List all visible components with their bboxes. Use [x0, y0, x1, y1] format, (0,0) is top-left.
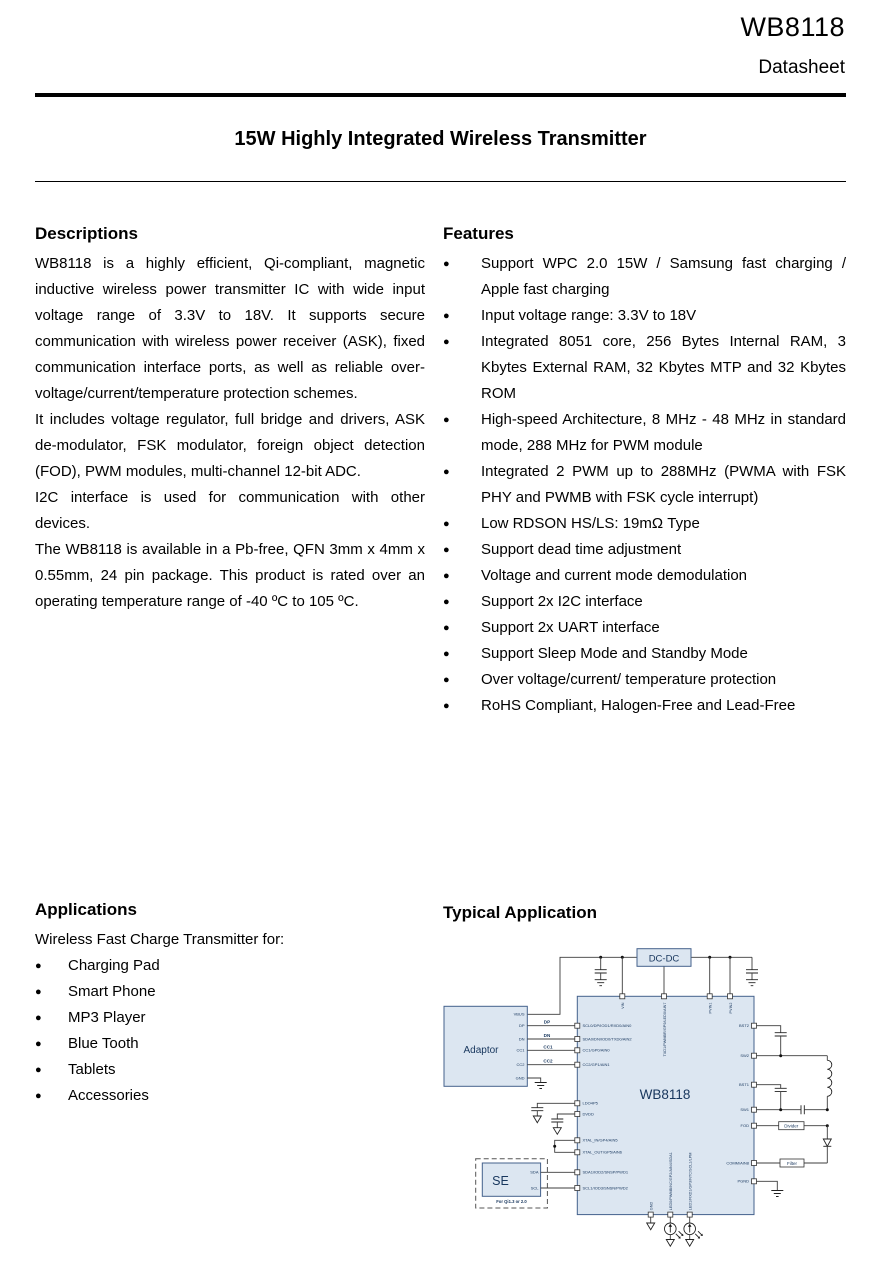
bullet-icon: ● — [443, 414, 450, 426]
bullet-icon: ● — [35, 960, 42, 972]
svg-text:XTAL_IN/GP4/AIN5: XTAL_IN/GP4/AIN5 — [582, 1137, 618, 1143]
svg-text:SW2: SW2 — [740, 1053, 749, 1059]
svg-text:FOD: FOD — [740, 1123, 749, 1129]
page-header — [740, 12, 845, 79]
application-item: ● Blue Tooth — [35, 1031, 425, 1057]
svg-text:COMM/AIN8: COMM/AIN8 — [726, 1160, 749, 1166]
applications-intro: Wireless Fast Charge Transmitter for: — [35, 931, 285, 948]
dcdc-label: DC-DC — [648, 953, 680, 965]
typical-application-diagram — [438, 933, 881, 1284]
svg-text:DP: DP — [518, 1023, 525, 1029]
description-paragraph: WB8118 is a highly efficient, Qi-compliant, magnetic inductive wireless power transmitter IC with wide input voltage range of 3.3V to 18V. It supports secure communication with wireless power receiver (ASK), fixed communication interface ports, as well as reliable over-voltage/current/temperature protection schemes. — [35, 255, 425, 402]
svg-text:GND: GND — [515, 1075, 525, 1081]
feature-item: ● Support WPC 2.0 15W / Samsung fast charging / Apple fast charging — [443, 251, 846, 303]
dvdd-capacitor — [551, 1114, 575, 1134]
description-paragraph: The WB8118 is available in a Pb-free, QFN 3mm x 4mm x 0.55mm, 24 pin package. This product is rated over an operating temperature range of -40 ºC to 105 ºC. — [35, 541, 425, 610]
svg-text:SDA0/DN/IOD0/TXD0/AIN2: SDA0/DN/IOD0/TXD0/AIN2 — [582, 1036, 632, 1042]
bullet-icon: ● — [443, 596, 450, 608]
bullet-icon: ● — [35, 1090, 42, 1102]
svg-text:Filter: Filter — [787, 1160, 797, 1166]
bullet-icon: ● — [35, 1038, 42, 1050]
divider-block — [757, 1122, 829, 1130]
svg-text:XTAL_OUT/GP5/AIN6: XTAL_OUT/GP5/AIN6 — [582, 1149, 622, 1155]
led1-symbol — [684, 1217, 703, 1246]
bullet-icon: ● — [35, 986, 42, 998]
application-item: ● Tablets — [35, 1057, 425, 1083]
se-block — [476, 1159, 575, 1208]
features-section — [443, 224, 846, 719]
doc-type: Datasheet — [758, 57, 845, 78]
svg-text:VBUS: VBUS — [513, 1011, 525, 1017]
feature-item: ● Support 2x UART interface — [443, 615, 846, 641]
svg-text:CC1/GP0/AIN0: CC1/GP0/AIN0 — [582, 1047, 610, 1053]
svg-text:LDO4P5: LDO4P5 — [582, 1100, 598, 1106]
application-item: ● MP3 Player — [35, 1005, 425, 1031]
title-rule — [35, 181, 846, 182]
bullet-icon: ● — [443, 674, 450, 686]
feature-item: ● Integrated 8051 core, 256 Bytes Internal RAM, 3 Kbytes External RAM, 32 Kbytes MTP and 32 Kbytes ROM — [443, 329, 846, 407]
diode-symbol — [823, 1126, 831, 1163]
bullet-icon: ● — [443, 518, 450, 530]
svg-text:DN: DN — [543, 1033, 551, 1038]
svg-text:VIN: VIN — [621, 1002, 626, 1009]
bullet-icon: ● — [443, 570, 450, 582]
feature-item: ● Integrated 2 PWM up to 288MHz (PWMA with FSK PHY and PWMB with FSK cycle interrupt) — [443, 459, 846, 511]
se-label: SE — [492, 1174, 509, 1188]
description-paragraph: It includes voltage regulator, full bridge and drivers, ASK de-modulator, FSK modulator, foreign object detection (FOD), PWM modules, multi-channel 12-bit ADC. — [35, 411, 425, 480]
svg-text:PVIN2: PVIN2 — [728, 1002, 733, 1014]
descriptions-heading: Descriptions — [35, 224, 138, 243]
dcdc-block — [637, 949, 691, 967]
bullet-icon: ● — [443, 336, 450, 348]
xtal-wires — [553, 1140, 575, 1152]
svg-text:CC2/GP1/AIN1: CC2/GP1/AIN1 — [582, 1062, 610, 1068]
schematic-svg — [438, 933, 881, 1279]
svg-text:LED1/RXD1/GP3/NTC/SCL1/LPM: LED1/RXD1/GP3/NTC/SCL1/LPM — [688, 1152, 693, 1211]
svg-text:DP: DP — [543, 1019, 551, 1025]
adaptor-label: Adaptor — [463, 1045, 499, 1056]
application-item: ● Smart Phone — [35, 979, 425, 1005]
svg-text:CC2: CC2 — [543, 1058, 553, 1064]
feature-item: ● Support Sleep Mode and Standby Mode — [443, 641, 846, 667]
chip-label: WB8118 — [639, 1087, 691, 1102]
main-columns — [35, 224, 846, 719]
ldo-capacitor — [531, 1103, 575, 1122]
bullet-icon: ● — [443, 622, 450, 634]
typical-application-heading: Typical Application — [443, 903, 597, 922]
sw2-wire — [757, 1054, 828, 1057]
svg-text:LED0/PWMB/NC/GP2/AIN4/SDA1: LED0/PWMB/NC/GP2/AIN4/SDA1 — [668, 1152, 673, 1211]
tx-coil — [827, 1056, 832, 1110]
applications-section — [35, 900, 425, 1109]
svg-text:PVIN1: PVIN1 — [708, 1002, 713, 1014]
page-title: 15W Highly Integrated Wireless Transmitter — [234, 128, 647, 150]
svg-text:Divider: Divider — [784, 1123, 799, 1129]
feature-item: ● Over voltage/current/ temperature protection — [443, 667, 846, 693]
product-name: WB8118 — [740, 12, 845, 42]
bst2-capacitor — [757, 1026, 787, 1056]
feature-item: ● Support dead time adjustment — [443, 537, 846, 563]
svg-text:SDA: SDA — [530, 1169, 539, 1175]
feature-item: ● Low RDSON HS/LS: 19mΩ Type — [443, 511, 846, 537]
feature-item: ● Input voltage range: 3.3V to 18V — [443, 303, 846, 329]
svg-text:DN: DN — [518, 1036, 525, 1042]
svg-text:SCL1/IOD3/SNSN/PWD2: SCL1/IOD3/SNSN/PWD2 — [582, 1185, 628, 1191]
applications-heading: Applications — [35, 900, 138, 919]
capacitor-symbol — [595, 957, 607, 985]
svg-text:BST2: BST2 — [738, 1023, 749, 1029]
svg-text:BST1: BST1 — [738, 1082, 749, 1088]
bullet-icon: ● — [443, 258, 450, 270]
bullet-icon: ● — [443, 700, 450, 712]
capacitor-symbol — [746, 957, 758, 985]
feature-item: ● Support 2x I2C interface — [443, 589, 846, 615]
header-rule — [35, 93, 846, 97]
application-item: ● Charging Pad — [35, 953, 425, 979]
bullet-icon: ● — [35, 1064, 42, 1076]
usb-wires — [527, 1020, 575, 1089]
feature-item: ● High-speed Architecture, 8 MHz - 48 MHz in standard mode, 288 MHz for PWM module — [443, 407, 846, 459]
bullet-icon: ● — [443, 310, 450, 322]
gnd-ground — [647, 1217, 655, 1230]
svg-text:SCL0/DP/IOD1/RXD0/AIN0: SCL0/DP/IOD1/RXD0/AIN0 — [582, 1023, 632, 1029]
svg-text:PGND: PGND — [737, 1178, 749, 1184]
svg-text:CC1: CC1 — [516, 1047, 525, 1053]
pgnd-ground — [757, 1181, 784, 1196]
led0-symbol — [665, 1217, 684, 1246]
svg-text:SDA1/IOD2/SNSP/PWD1: SDA1/IOD2/SNSP/PWD1 — [582, 1169, 629, 1175]
svg-text:CC1: CC1 — [543, 1044, 553, 1050]
svg-text:DVDD: DVDD — [582, 1111, 594, 1117]
descriptions-section — [35, 224, 425, 719]
feature-item: ● RoHS Compliant, Halogen-Free and Lead-Free — [443, 693, 846, 719]
bullet-icon: ● — [443, 466, 450, 478]
bullet-icon: ● — [443, 544, 450, 556]
bst1-capacitor — [757, 1085, 787, 1110]
svg-text:SCL: SCL — [530, 1185, 539, 1191]
bullet-icon: ● — [443, 648, 450, 660]
bullet-icon: ● — [35, 1012, 42, 1024]
adaptor-block — [444, 1006, 527, 1086]
sw1-series-capacitor — [757, 1105, 829, 1114]
svg-text:TXD1/PWMBR/GP9/LED0/AIN7: TXD1/PWMBR/GP9/LED0/AIN7 — [662, 1002, 667, 1057]
description-paragraph: I2C interface is used for communication with other devices. — [35, 489, 425, 532]
filter-block — [757, 1159, 828, 1167]
feature-item: ● Voltage and current mode demodulation — [443, 563, 846, 589]
application-item: ● Accessories — [35, 1083, 425, 1109]
svg-text:CC2: CC2 — [516, 1062, 525, 1068]
se-caption: For Qi1.3 or 2.0 — [496, 1198, 527, 1204]
svg-text:GND: GND — [649, 1201, 654, 1211]
features-heading: Features — [443, 224, 514, 243]
svg-text:SW1: SW1 — [740, 1107, 749, 1113]
